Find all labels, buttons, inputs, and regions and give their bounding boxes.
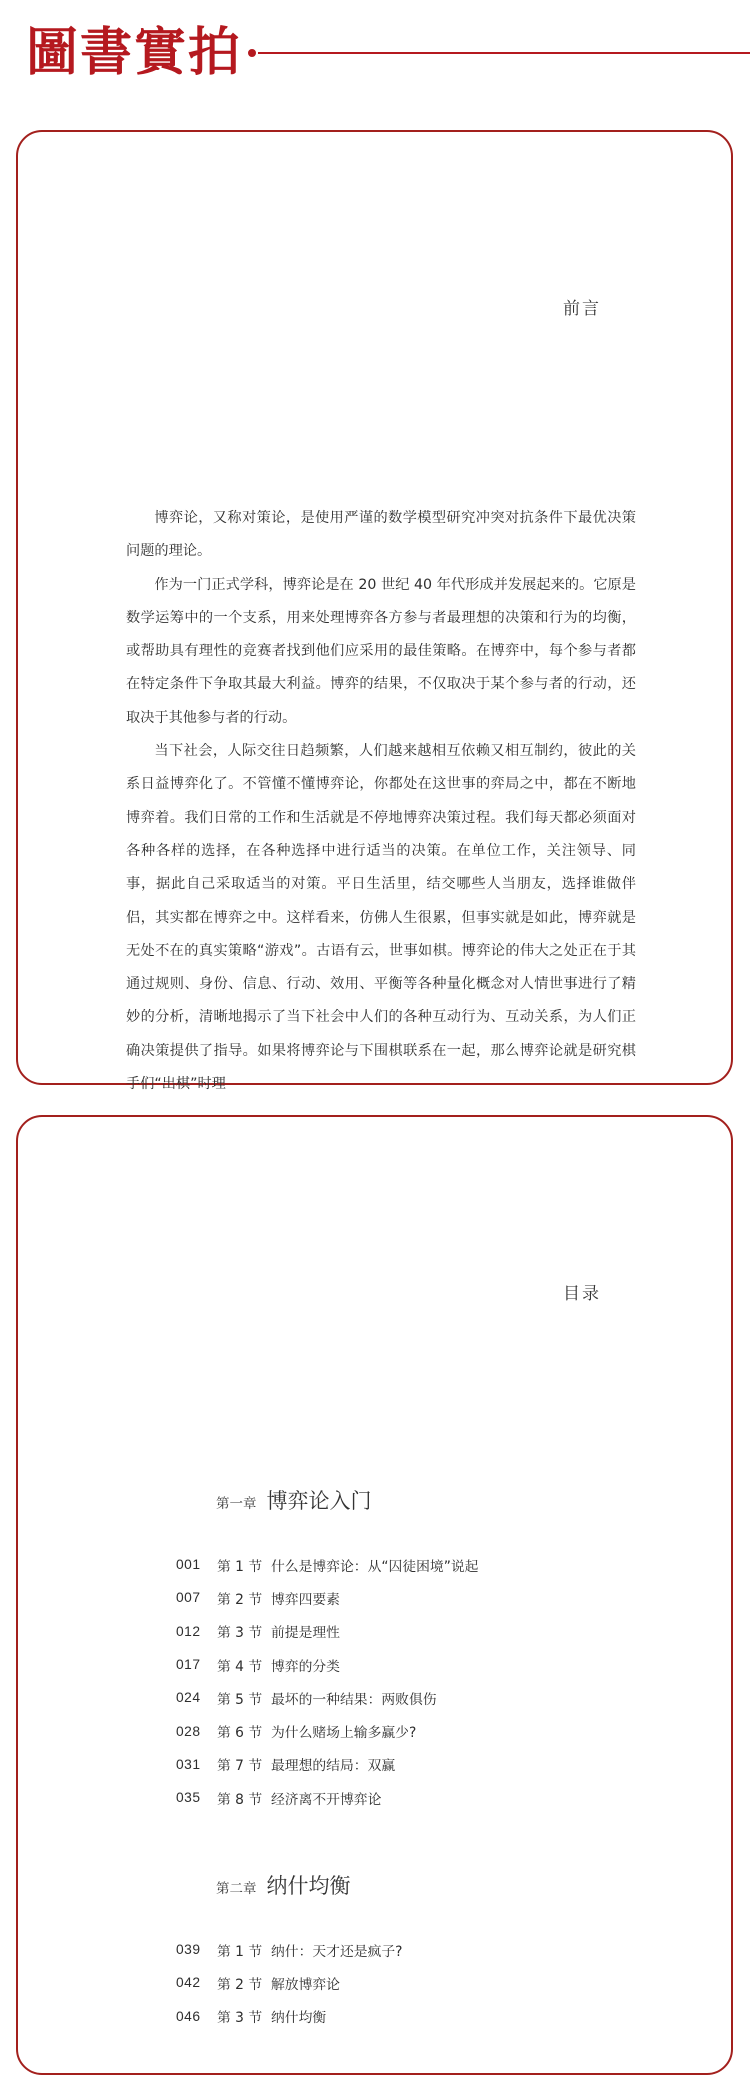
toc-entry — [176, 2000, 616, 2033]
toc-entry — [176, 1748, 616, 1781]
toc-entry — [176, 1681, 616, 1714]
preface-body — [126, 502, 636, 1101]
toc-page-card — [16, 1115, 733, 2075]
toc-page-number: 001 — [176, 1557, 201, 1573]
chapter-heading — [216, 1485, 372, 1515]
toc-entry — [176, 1966, 616, 1999]
toc-page-number: 017 — [176, 1657, 201, 1673]
toc-entry — [176, 1615, 616, 1648]
toc-section-number: 第 3 节 — [217, 2010, 263, 2027]
toc-section-number: 第 3 节 — [217, 1625, 263, 1642]
chapter-title: 纳什均衡 — [266, 1874, 351, 1898]
toc-page-number: 035 — [176, 1790, 201, 1806]
toc-section-title: 前提是理性 — [271, 1625, 340, 1642]
toc-entry — [176, 1781, 616, 1814]
toc-section-title: 经济离不开博弈论 — [271, 1791, 382, 1808]
chapter-label: 第一章 — [216, 1496, 257, 1512]
toc-list — [176, 1933, 616, 2033]
toc-section-number: 第 8 节 — [217, 1791, 263, 1808]
chapter-heading — [216, 1870, 351, 1900]
toc-entry — [176, 1648, 616, 1681]
toc-entry — [176, 1714, 616, 1747]
chapter-title: 博弈论入门 — [266, 1489, 372, 1513]
toc-entry — [176, 1581, 616, 1614]
toc-section-number: 第 5 节 — [217, 1691, 263, 1708]
toc-list — [176, 1548, 616, 1814]
toc-section-number: 第 4 节 — [217, 1658, 263, 1675]
toc-section-title: 纳什均衡 — [271, 2010, 327, 2027]
toc-section-number: 第 1 节 — [217, 1558, 263, 1575]
toc-section-title: 最坏的一种结果：两败俱伤 — [271, 1691, 437, 1708]
toc-page-number: 007 — [176, 1590, 201, 1606]
preface-paragraph: 作为一门正式学科，博弈论是在 20 世纪 40 年代形成并发展起来的。它原是数学运筹中的一个支系，用来处理博弈各方参与者最理想的决策和行为的均衡，或帮助具有理性的竞赛者找到他们应采用的最佳策略。在博弈中，每个参与者都在特定条件下争取其最大利益。博弈的结果，不仅取决于某个参与者的行动，还取决于其他参与者的行动。 — [126, 576, 636, 726]
toc-entry — [176, 1548, 616, 1581]
header-rule — [258, 52, 750, 54]
toc-page-number: 012 — [176, 1623, 201, 1639]
toc-section-number: 第 1 节 — [217, 1943, 263, 1960]
preface-paragraph: 当下社会，人际交往日趋频繁，人们越来越相互依赖又相互制约，彼此的关系日益博弈化了。不管懂不懂博弈论，你都处在这世事的弈局之中，都在不断地博弈着。我们日常的工作和生活就是不停地博弈决策过程。我们每天都必须面对各种各样的选择，在各种选择中进行适当的决策。在单位工作，关注领导、同事，据此自己采取适当的对策。平日生活里，结交哪些人当朋友，选择谁做伴侣，其实都在博弈之中。这样看来，仿佛人生很累，但事实就是如此，博弈就是无处不在的真实策略“游戏”。古语有云，世事如棋。博弈论的伟大之处正在于其通过规则、身份、信息、行动、效用、平衡等各种量化概念对人情世事进行了精妙的分析，清晰地揭示了当下社会中人们的各种互动行为、互动关系，为人们正确决策提供了指导。如果将博弈论与下围棋联系在一起，那么博弈论就是研究棋手们“出棋”时理 — [126, 743, 636, 1093]
preface-heading: 前言 — [563, 299, 601, 319]
page-header — [0, 0, 750, 110]
toc-entry — [176, 1933, 616, 1966]
toc-section-title: 解放博弈论 — [271, 1976, 340, 1993]
header-title: 圖書實拍 — [26, 22, 243, 83]
toc-section-title: 什么是博弈论：从“囚徒困境”说起 — [271, 1558, 479, 1575]
toc-section-title: 博弈四要素 — [271, 1591, 340, 1608]
toc-section-title: 博弈的分类 — [271, 1658, 340, 1675]
toc-section-number: 第 2 节 — [217, 1591, 263, 1608]
toc-page-number: 046 — [176, 2008, 201, 2024]
toc-page-number: 042 — [176, 1975, 201, 1991]
preface-page-card — [16, 130, 733, 1093]
toc-section-title: 为什么赌场上输多赢少? — [271, 1725, 417, 1742]
toc-page-number: 024 — [176, 1690, 201, 1706]
toc-page-number: 039 — [176, 1942, 201, 1958]
toc-page-number: 031 — [176, 1756, 201, 1772]
toc-page-number: 028 — [176, 1723, 201, 1739]
toc-section-number: 第 6 节 — [217, 1725, 263, 1742]
chapter-label: 第二章 — [216, 1881, 257, 1897]
toc-section-number: 第 7 节 — [217, 1758, 263, 1775]
toc-section-title: 纳什：天才还是疯子? — [271, 1943, 403, 1960]
header-dot — [248, 49, 256, 57]
toc-section-title: 最理想的结局：双赢 — [271, 1758, 396, 1775]
toc-heading: 目录 — [563, 1284, 601, 1304]
preface-paragraph: 博弈论，又称对策论，是使用严谨的数学模型研究冲突对抗条件下最优决策问题的理论。 — [126, 510, 636, 560]
toc-section-number: 第 2 节 — [217, 1976, 263, 1993]
